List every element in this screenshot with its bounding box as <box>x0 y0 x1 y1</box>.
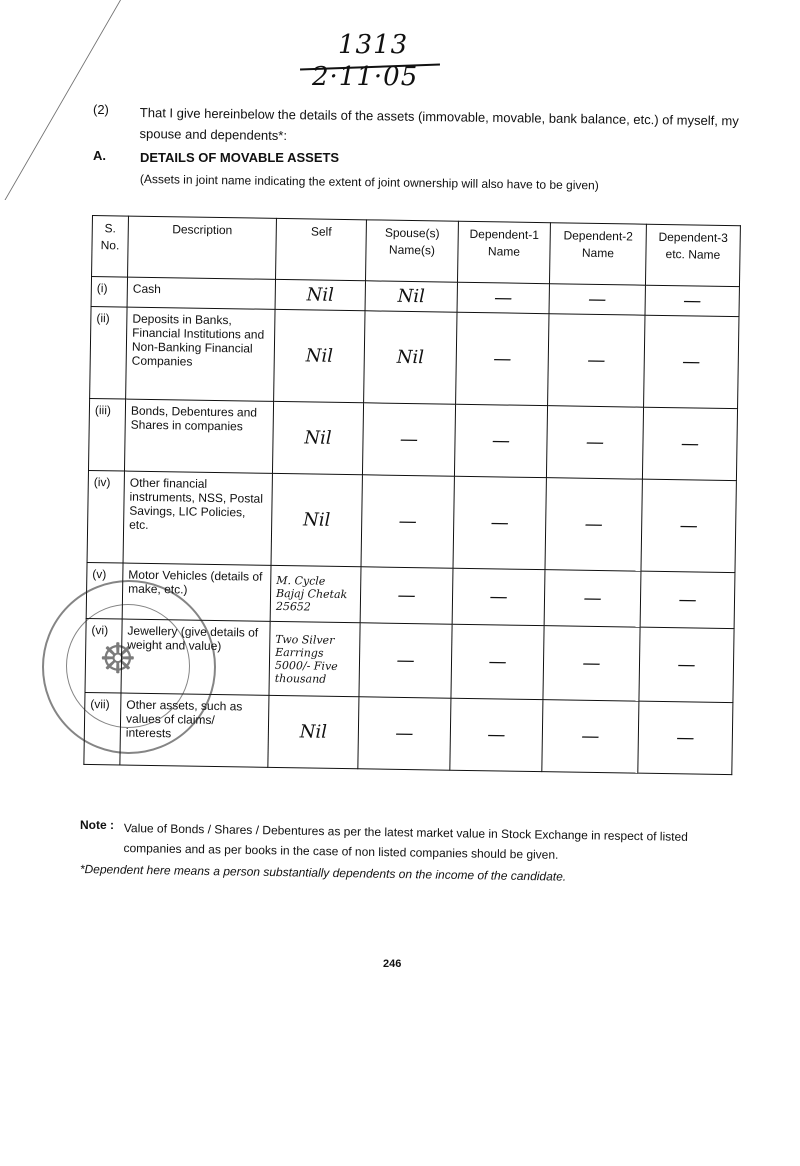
table-row <box>88 398 737 480</box>
table-row <box>87 470 736 572</box>
header-description: Description <box>128 216 277 279</box>
row-self: Nil <box>268 695 359 768</box>
header-spouse: Spouse(s) Name(s) <box>366 220 459 282</box>
row-description: Cash <box>127 277 275 309</box>
row-self: Nil <box>272 401 363 474</box>
footnote: *Dependent here means a person substantially dependents on the income of the candidate. <box>79 862 567 884</box>
row-dependent-3: — <box>639 627 734 702</box>
row-sno: (iii) <box>88 398 125 471</box>
row-dependent-3: — <box>645 285 739 316</box>
row-sno: (ii) <box>90 306 127 399</box>
row-sno: (i) <box>91 277 127 308</box>
row-dependent-1: — <box>451 624 544 699</box>
row-dependent-1: — <box>457 282 549 313</box>
row-description: Jewellery (give details of weight and value) <box>121 619 270 695</box>
row-dependent-1: — <box>452 568 545 625</box>
header-dependent-3: Dependent-3 etc. Name <box>645 224 740 286</box>
row-dependent-2: — <box>543 626 640 701</box>
row-spouse: — <box>361 475 454 568</box>
row-sno: (vii) <box>84 692 121 765</box>
row-dependent-3: — <box>642 407 737 480</box>
row-dependent-2: — <box>542 700 639 773</box>
row-spouse: — <box>362 403 455 476</box>
row-dependent-3: — <box>640 571 735 628</box>
row-sno: (vi) <box>85 618 122 693</box>
row-description: Bonds, Debentures and Shares in companies <box>124 399 273 473</box>
official-seal-icon <box>42 580 216 754</box>
row-dependent-2: — <box>544 570 641 628</box>
row-sno: (iv) <box>87 470 124 563</box>
row-dependent-1: — <box>450 698 543 771</box>
emblem-icon: ☸ <box>99 635 137 682</box>
row-spouse: — <box>358 697 451 770</box>
header-dependent-2: Dependent-2 Name <box>549 223 646 286</box>
section-subtitle: (Assets in joint name indicating the extent of joint ownership will also have to be given) <box>139 172 599 193</box>
row-dependent-2: — <box>548 314 645 407</box>
header-sno: S. No. <box>92 216 129 278</box>
handwritten-number: 1313 <box>338 30 409 60</box>
header-dependent-1: Dependent-1 Name <box>457 221 550 283</box>
row-self: Nil <box>275 279 365 310</box>
row-dependent-1: — <box>456 312 549 405</box>
row-dependent-2: — <box>545 478 642 571</box>
row-spouse: — <box>360 567 453 624</box>
table-row <box>90 306 739 408</box>
row-dependent-1: — <box>453 476 546 569</box>
row-dependent-3: — <box>641 479 736 572</box>
row-description: Other financial instruments, NSS, Postal Savings, LIC Policies, etc. <box>123 471 272 565</box>
row-description: Other assets, such as values of claims/ interests <box>120 693 269 767</box>
section-letter: A. <box>93 148 106 163</box>
row-description: Deposits in Banks, Financial Institutions and Non-Banking Financial Companies <box>126 307 275 401</box>
row-spouse: — <box>359 623 452 698</box>
row-self: Nil <box>271 473 362 566</box>
row-dependent-2: — <box>546 406 643 479</box>
row-self: Two Silver Earrings 5000/- Five thousand <box>269 621 360 696</box>
row-spouse: Nil <box>365 281 457 312</box>
row-dependent-2: — <box>549 284 645 316</box>
handwritten-date: 2·11·05 <box>312 62 419 92</box>
paragraph-number: (2) <box>93 102 109 117</box>
table-header-row <box>92 216 741 287</box>
row-self: Nil <box>274 309 365 402</box>
page-number: 246 <box>383 958 402 970</box>
paragraph-text: That I give hereinbelow the details of the assets (immovable, movable, bank balance, etc.) of myself, my spouse and dependents*: <box>139 104 739 144</box>
section-title: DETAILS OF MOVABLE ASSETS <box>140 150 340 165</box>
note-label: Note : <box>80 818 114 832</box>
row-dependent-3: — <box>638 701 733 774</box>
row-sno: (v) <box>86 562 123 619</box>
page-edge-line <box>0 0 121 200</box>
header-self: Self <box>276 218 367 280</box>
note-text: Value of Bonds / Shares / Debentures as per the latest market value in Stock Exchange in respect of listed companies and as per books in the case of non listed companies should be given. <box>123 820 688 862</box>
row-spouse: Nil <box>364 311 457 404</box>
row-self: M. Cycle Bajaj Chetak 25652 <box>270 565 361 622</box>
row-description: Motor Vehicles (details of make, etc.) <box>122 563 271 621</box>
row-dependent-3: — <box>644 315 739 408</box>
row-dependent-1: — <box>454 404 547 477</box>
